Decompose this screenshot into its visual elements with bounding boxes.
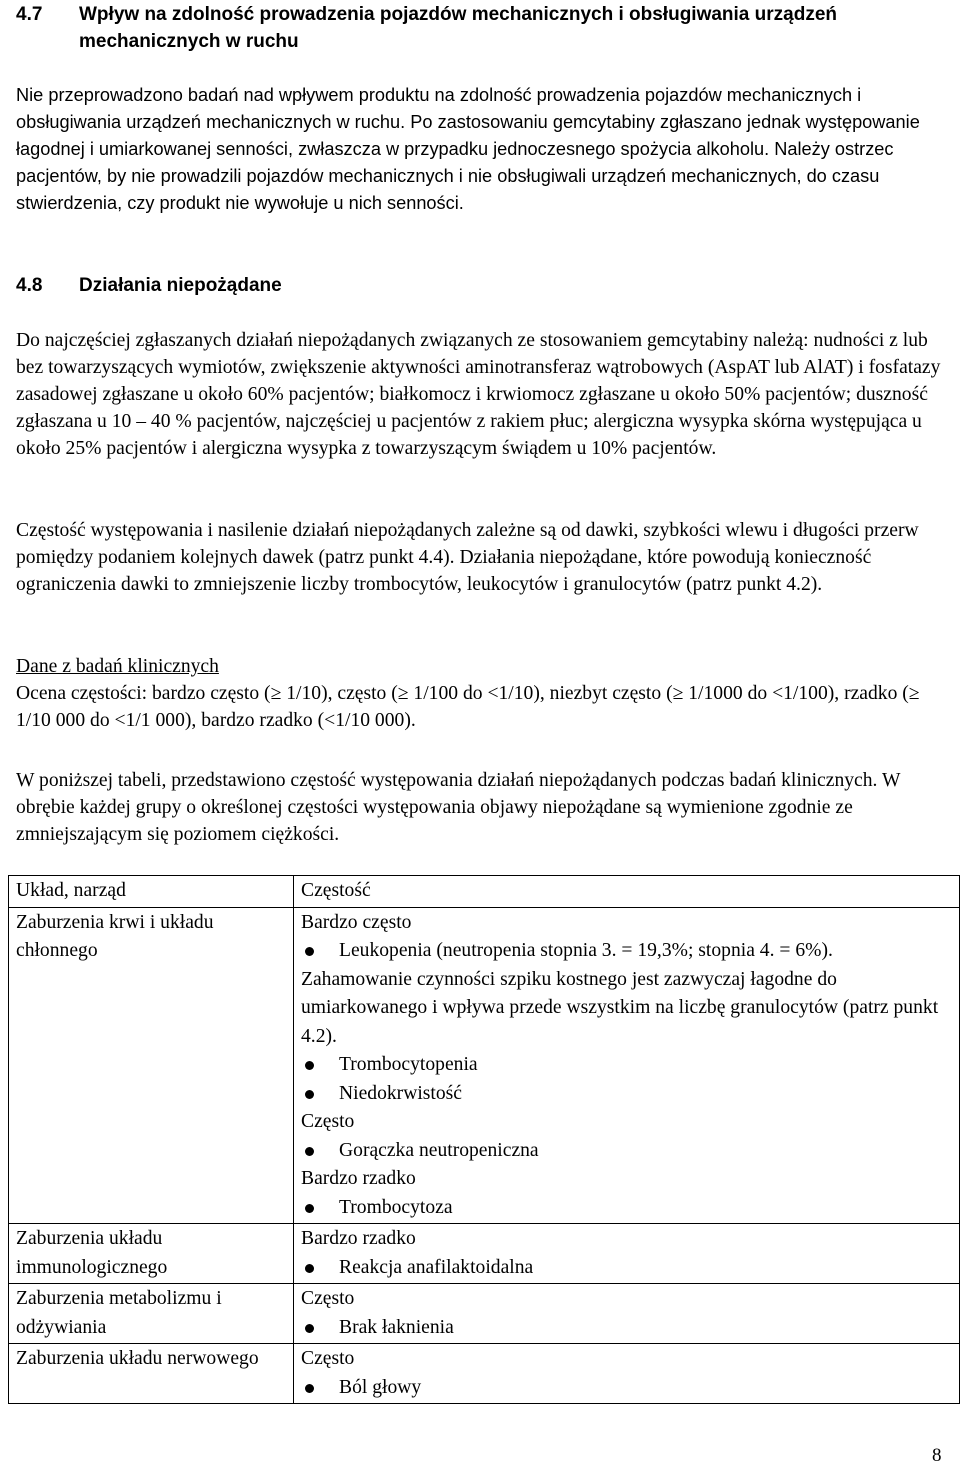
organ-class-cell: Zaburzenia układu immunologicznego [9, 1224, 294, 1284]
section-number: 4.7 [16, 4, 43, 25]
adverse-effect-item [301, 1137, 952, 1166]
bullet-icon [305, 1384, 314, 1393]
paragraph-driving-effects [16, 82, 948, 217]
frequency-cell [294, 1224, 960, 1284]
adverse-effect-text: Leukopenia (neutropenia stopnia 3. = 19,3%; stopnia 4. = 6%). [339, 940, 833, 961]
frequency-cell [294, 1284, 960, 1344]
frequency-definition: Ocena częstości: bardzo często (≥ 1/10), często (≥ 1/100 do <1/10), niezbyt często (≥ 1/1000 do <1/100), rzadko (≥ 1/10 000 do <1/1 000), bardzo rzadko (<1/10 000). [16, 683, 920, 731]
bullet-icon [305, 947, 314, 956]
adverse-effect-text: Niedokrwistość [339, 1082, 462, 1104]
adverse-effect-item [301, 1194, 952, 1223]
frequency-cell [294, 1344, 960, 1404]
organ-class-cell: Zaburzenia układu nerwowego [9, 1344, 294, 1404]
adverse-effect-text: Brak łaknienia [339, 1316, 454, 1338]
adverse-effect-item [301, 1080, 952, 1109]
organ-class-cell: Zaburzenia krwi i układu chłonnego [9, 907, 294, 1224]
adverse-effect-item [301, 1374, 952, 1403]
frequency-cell [294, 907, 960, 1224]
adverse-effect-item [301, 1254, 952, 1283]
adverse-effect-text: Gorączka neutropeniczna [339, 1139, 539, 1161]
adverse-effect-text: Ból głowy [339, 1376, 422, 1398]
adverse-effect-item [301, 1051, 952, 1080]
adverse-effects-table [8, 875, 960, 1404]
bullet-icon [305, 1061, 314, 1070]
table-row [9, 1344, 960, 1404]
section-heading-4-8 [16, 272, 946, 299]
frequency-label: Często [301, 1111, 355, 1132]
subheading-clinical-data: Dane z badań klinicznych [16, 656, 219, 677]
paragraph-common-adverse-effects: Do najczęściej zgłaszanych działań niepożądanych związanych ze stosowaniem gemcytabiny należą: nudności z lub bez towarzyszących wymiotów, zwiększenie aktywności aminotransferaz wątrobowych (AspAT lub AlAT) i fosfatazy zasadowej zgłaszane u około 60% pacjentów; białkomocz i krwiomocz zgłaszane u około 50% pacjentów; duszność zgłaszana u 10 – 40 % pacjentów, najczęściej u pacjentów z rakiem płuc; alergiczna wysypka skórna występująca u około 25% pacjentów i alergiczna wysypka z towarzyszącym świądem u 10% pacjentów. [16, 330, 941, 459]
adverse-effect-text: Trombocytoza [339, 1196, 453, 1218]
bullet-icon [305, 1264, 314, 1273]
frequency-label: Bardzo rzadko [301, 1228, 416, 1249]
bullet-icon [305, 1147, 314, 1156]
frequency-label: Bardzo często [301, 911, 412, 933]
table-header-cell: Układ, narząd [9, 876, 294, 908]
adverse-effect-text: Reakcja anafilaktoidalna [339, 1256, 534, 1278]
adverse-effect-note: Zahamowanie czynności szpiku kostnego jest zazwyczaj łagodne do umiarkowanego i wpływa przede wszystkim na liczbę granulocytów (patrz punkt 4.2). [301, 968, 939, 1047]
adverse-effect-text: Trombocytopenia [339, 1054, 478, 1075]
paragraph-table-intro: W poniższej tabeli, przedstawiono częstość występowania działań niepożądanych podczas badań klinicznych. W obrębie każdej grupy o określonej częstości występowania objawy niepożądane są wymienione zgodnie ze zmniejszającym się poziomem ciężkości. [16, 770, 901, 845]
section-number: 4.8 [16, 275, 43, 296]
section-title: Działania niepożądane [79, 275, 282, 296]
table-header-row [9, 876, 960, 908]
frequency-label: Często [301, 1348, 355, 1369]
paragraph-text: Nie przeprowadzono badań nad wpływem produktu na zdolność prowadzenia pojazdów mechanicznych i obsługiwania urządzeń mechanicznych w ruchu. Po zastosowaniu gemcytabiny zgłaszano jednak występowanie łagodnej i umiarkowanej senności, zwłaszcza w przypadku jednoczesnego spożycia alkoholu. [16, 85, 920, 159]
table-row [9, 1284, 960, 1344]
section-heading-4-7 [16, 1, 946, 55]
table-header-cell: Częstość [294, 876, 960, 908]
page-number: 8 [932, 1445, 942, 1466]
adverse-effect-item [301, 1314, 952, 1343]
paragraph-text: Należy ostrzec pacjentów, by nie prowadzili pojazdów mechanicznych i nie obsługiwali urządzeń mechanicznych, do czasu stwierdzenia, czy produkt nie wywołuje u nich senności. [16, 139, 894, 213]
section-title: Wpływ na zdolność prowadzenia pojazdów mechanicznych i obsługiwania urządzeń mechanicznych w ruchu [79, 4, 837, 52]
adverse-effect-item [301, 937, 952, 966]
table-row [9, 907, 960, 1224]
organ-class-cell: Zaburzenia metabolizmu i odżywiania [9, 1284, 294, 1344]
paragraph-frequency-dose: Częstość występowania i nasilenie działań niepożądanych zależne są od dawki, szybkości wlewu i długości przerw pomiędzy podaniem kolejnych dawek (patrz punkt 4.4). Działania niepożądane, które powodują konieczność ograniczenia dawki to zmniejszenie liczby trombocytów, leukocytów i granulocytów (patrz punkt 4.2). [16, 520, 919, 595]
bullet-icon [305, 1324, 314, 1333]
clinical-data-block [16, 653, 948, 734]
table-row [9, 1224, 960, 1284]
bullet-icon [305, 1204, 314, 1213]
frequency-label: Bardzo rzadko [301, 1168, 416, 1189]
frequency-label: Często [301, 1288, 355, 1309]
bullet-icon [305, 1090, 314, 1099]
